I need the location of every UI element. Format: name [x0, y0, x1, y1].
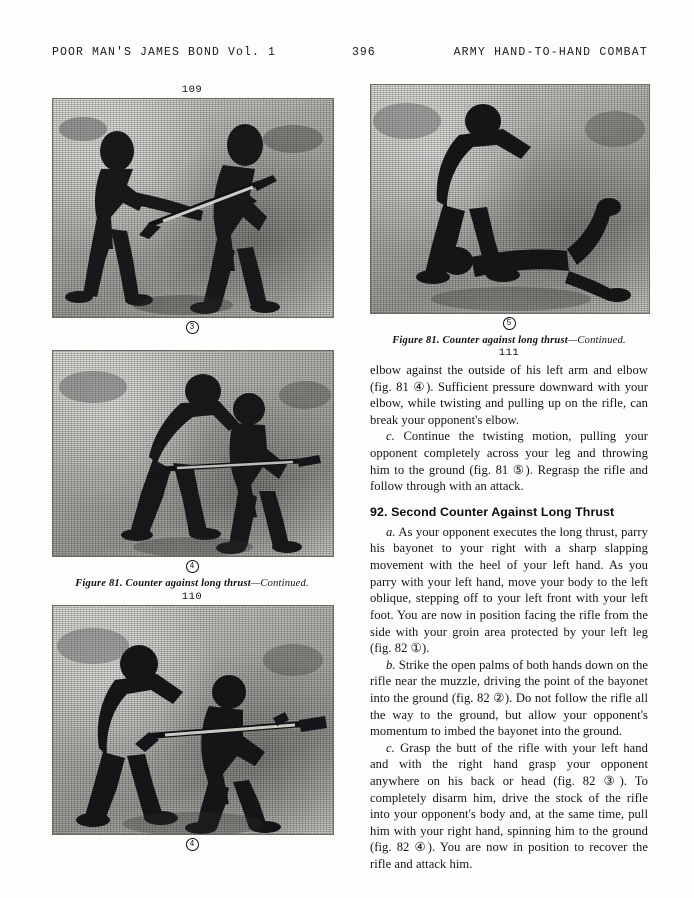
- figure-caption-italic-left: Figure 81. Counter against long thrust: [75, 578, 251, 589]
- circled-number-4: 4: [186, 560, 199, 573]
- photo-art-3: [53, 606, 333, 834]
- figure-subnumber-4: [52, 560, 332, 573]
- figure-number-109: 109: [181, 84, 203, 96]
- paragraph-c: [370, 428, 648, 494]
- running-head-right: ARMY HAND-TO-HAND COMBAT: [453, 46, 648, 59]
- photo-figure-81-3: [52, 98, 334, 318]
- paragraph-b-text: Strike the open palms of both hands down on the rifle near the muzzle, driving the point of the bayonet into the ground (fig. 82 ②). Do not follow the rifle all the way to the ground, but allow your opponent's momentum to imbed the bayonet into the ground.: [370, 657, 648, 739]
- paragraph-b: [370, 657, 648, 740]
- paragraph-label-c: c.: [386, 429, 395, 444]
- paragraph-a: [370, 524, 648, 657]
- figure-number-110: 110: [181, 591, 203, 603]
- photo-figure-110: [52, 605, 334, 835]
- photo-art-1: [53, 99, 333, 317]
- figure-caption-tail-left: —Continued.: [250, 578, 309, 589]
- running-head-left: POOR MAN'S JAMES BOND Vol. 1: [52, 46, 277, 59]
- figure-caption-81-continued-right: [370, 335, 648, 346]
- photo-art-2: [53, 351, 333, 556]
- paragraph-label-c2: c.: [386, 740, 395, 755]
- paragraph-c2-text: Grasp the butt of the rifle with your left hand and with the right hand grasp your opponent anywhere on his back or head (fig. 82 ③). To completely disarm him, drive the stock of the rifle into your opponent's body and, at the same time, pull him with your right hand, spinning him to the ground (fig. 82 ④). You are now in position to recover the rifle and attack him.: [370, 740, 648, 872]
- left-column: [52, 84, 332, 851]
- circled-number-4-b: 4: [186, 838, 199, 851]
- figure-caption-tail-right: —Continued.: [567, 335, 626, 346]
- photo-figure-81-5: [370, 84, 650, 314]
- paragraph-label-a: a.: [386, 524, 396, 539]
- page-number: 396: [352, 46, 376, 59]
- figure-subnumber-5: [370, 317, 648, 330]
- paragraph-continued: elbow against the outside of his left arm and elbow (fig. 81 ④). Sufficient pressure downward with your elbow, while twisting and pulling up on the rifle, can break your opponent's elbow.: [370, 363, 648, 427]
- section-heading: 92. Second Counter Against Long Thrust: [370, 504, 615, 519]
- photo-figure-81-4: [52, 350, 334, 557]
- paragraph-label-b: b.: [386, 657, 396, 672]
- paragraph-a-text: As your opponent executes the long thrust, parry his bayonet to your right with a sharp slapping movement with the heel of your left hand. As you parry with your left hand, move your body to the left oblique, stepping off to your left front with your left foot. You are now in position facing the rifle from the side with your groin area protected by your left leg (fig. 82 ①).: [370, 524, 648, 656]
- body-text: [370, 362, 648, 873]
- paragraph-c-second: [370, 740, 648, 873]
- paragraph-c-text: Continue the twisting motion, pulling your opponent completely across your leg and throwing him to the ground (fig. 81 ⑤). Regrasp the rifle and follow through with an attack.: [370, 429, 648, 494]
- running-head: [52, 46, 648, 64]
- figure-subnumber-110: [52, 838, 332, 851]
- photo-art-4: [371, 85, 649, 313]
- right-column: [370, 84, 648, 873]
- figure-subnumber-3: [52, 321, 332, 334]
- figure-caption-italic-right: Figure 81. Counter against long thrust: [392, 335, 568, 346]
- figure-caption-81-continued-left: [52, 578, 332, 589]
- circled-number-5: 5: [503, 317, 516, 330]
- circled-number-3: 3: [186, 321, 199, 334]
- figure-number-111: 111: [498, 347, 520, 359]
